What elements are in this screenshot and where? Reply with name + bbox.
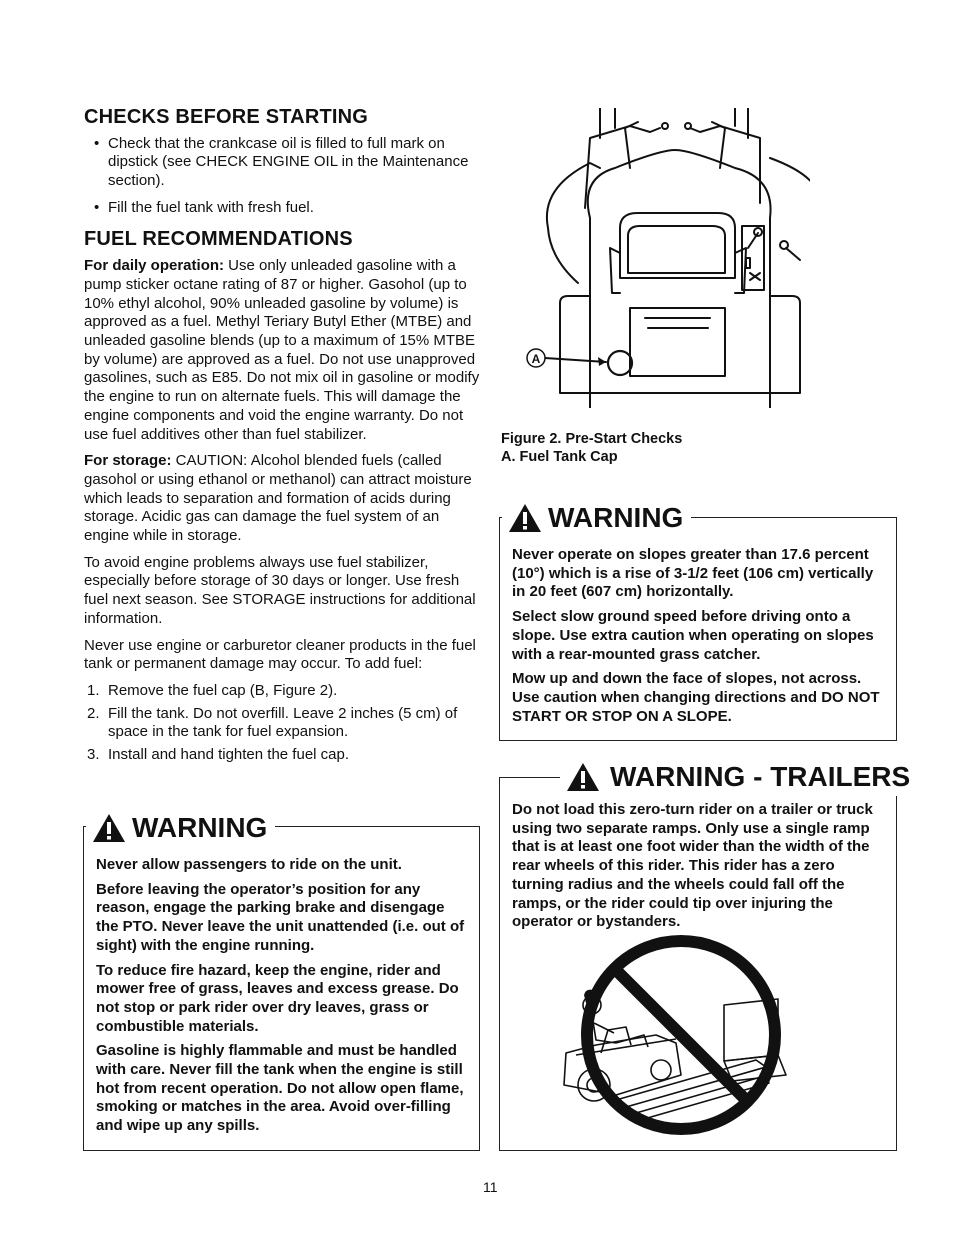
warning-content-passengers xyxy=(96,856,471,1142)
list-item xyxy=(84,682,480,701)
warning-paragraph: Never allow passengers to ride on the unit. xyxy=(96,856,402,873)
no-two-ramps-illustration xyxy=(556,935,806,1145)
warning-content-trailers xyxy=(512,801,888,938)
figure-caption-title: Figure 2. Pre-Start Checks xyxy=(501,431,683,447)
step-number: 1. xyxy=(87,681,100,699)
step-number: 2. xyxy=(87,704,100,722)
daily-operation-text: Use only unleaded gasoline with a pump sticker octane rating of 87 or higher. Gasohol (up to 10% ethyl alcohol, 90% unleaded gasoline by volume) is approved as a fuel. Methyl Teriary Butyl Ether (MTBE) and unleaded gasoline blends (up to a maximum of 15% MTBE by volume) are approved as a fuel. Do not use unapproved gasolines, such as E85. Do not mix oil in gasoline or modify the engine to run on alternate fuels. This will damage the engine components and void the engine warranty. Do not use fuel additives other than fuel stabilizer. xyxy=(84,257,480,443)
warning-triangle-icon xyxy=(566,762,600,792)
warning-paragraph: Mow up and down the face of slopes, not across. Use caution when changing directions and DO NOT START OR STOP ON A SLOPE. xyxy=(512,670,880,725)
warning-paragraph: Gasoline is highly flammable and must be handled with care. Never fill the tank when the engine is still hot from recent operation. Do not allow open flame, smoking or matches in the area. Avoid over-filling and wipe up any spills. xyxy=(96,1042,464,1135)
page-number: 11 xyxy=(483,1179,498,1195)
warning-paragraph: Before leaving the operator’s position for any reason, engage the parking brake and disengage the PTO. Never leave the unit unattended (i.e. out of sight) with the engine running. xyxy=(96,880,465,954)
storage-text: CAUTION: Alcohol blended fuels (called gasohol or using ethanol or methanol) can attract moisture which leads to separation and formation of acids during storage. Acidic gas can damage the fuel system of an engine while in storage. xyxy=(84,452,472,545)
list-item xyxy=(84,705,480,742)
fuel-steps-list xyxy=(84,682,480,765)
step-number: 3. xyxy=(87,746,100,764)
storage-paragraph xyxy=(84,452,480,546)
warning-paragraph: To reduce fire hazard, keep the engine, rider and mower free of grass, leaves and excess grease. Do not stop or park rider over dry leaves, grass or combustible materials. xyxy=(96,961,459,1035)
warning-triangle-icon xyxy=(92,813,126,843)
callout-label: A xyxy=(531,352,541,366)
step-text: Install and hand tighten the fuel cap. xyxy=(108,746,350,764)
warning-title-text: WARNING - TRAILERS xyxy=(610,761,911,792)
list-item: • Fill the fuel tank with fresh fuel. xyxy=(94,199,480,218)
warning-paragraph: Do not load this zero-turn rider on a trailer or truck using two separate ramps. Only use a single ramp that is at least one foot wider than the width of the rear wheels of this rider. This rider has a zero turning radius and the wheels could fall off the ramps, or the rider could tip over injuring the operator or bystanders. xyxy=(512,801,873,931)
warning-title-passengers xyxy=(86,810,275,846)
figure-caption-item: A. Fuel Tank Cap xyxy=(501,449,618,465)
list-item: • Check that the crankcase oil is filled to full mark on dipstick (see CHECK ENGINE OIL in the Maintenance section). xyxy=(94,135,480,191)
cleaner-paragraph: Never use engine or carburetor cleaner products in the fuel tank or permanent damage may occur. To add fuel: xyxy=(84,636,476,673)
stabilizer-paragraph: To avoid engine problems always use fuel stabilizer, especially before storage of 30 days or longer. Use fresh fuel next season. See STORAGE instructions for additional information. xyxy=(84,553,476,627)
warning-paragraph: Select slow ground speed before driving onto a slope. Use extra caution when operating on slopes with a rear-mounted grass catcher. xyxy=(512,608,874,663)
figure-caption xyxy=(501,430,682,466)
warning-triangle-icon xyxy=(508,503,542,533)
checks-heading: CHECKS BEFORE STARTING xyxy=(84,106,369,128)
warning-title-trailers xyxy=(560,758,918,796)
warning-content-slopes xyxy=(512,546,888,732)
step-text: Fill the tank. Do not overfill. Leave 2 inches (5 cm) of space in the tank for fuel expansion. xyxy=(108,704,458,741)
warning-paragraph: Never operate on slopes greater than 17.6 percent (10°) which is a rise of 3-1/2 feet (106 cm) vertically in 20 feet (607 cm) horizontally. xyxy=(512,546,874,601)
storage-label: For storage: xyxy=(84,452,172,470)
checks-list xyxy=(84,135,480,218)
daily-operation-label: For daily operation: xyxy=(84,257,225,275)
warning-title-slopes xyxy=(502,500,691,536)
list-item xyxy=(84,746,480,765)
left-column xyxy=(84,108,480,769)
step-text: Remove the fuel cap (B, Figure 2). xyxy=(108,681,338,699)
warning-title-text: WARNING xyxy=(132,812,268,843)
fuel-heading: FUEL RECOMMENDATIONS xyxy=(84,227,353,250)
pre-start-checks-figure xyxy=(520,108,810,408)
warning-title-text: WARNING xyxy=(548,502,684,533)
daily-operation-paragraph xyxy=(84,257,480,444)
